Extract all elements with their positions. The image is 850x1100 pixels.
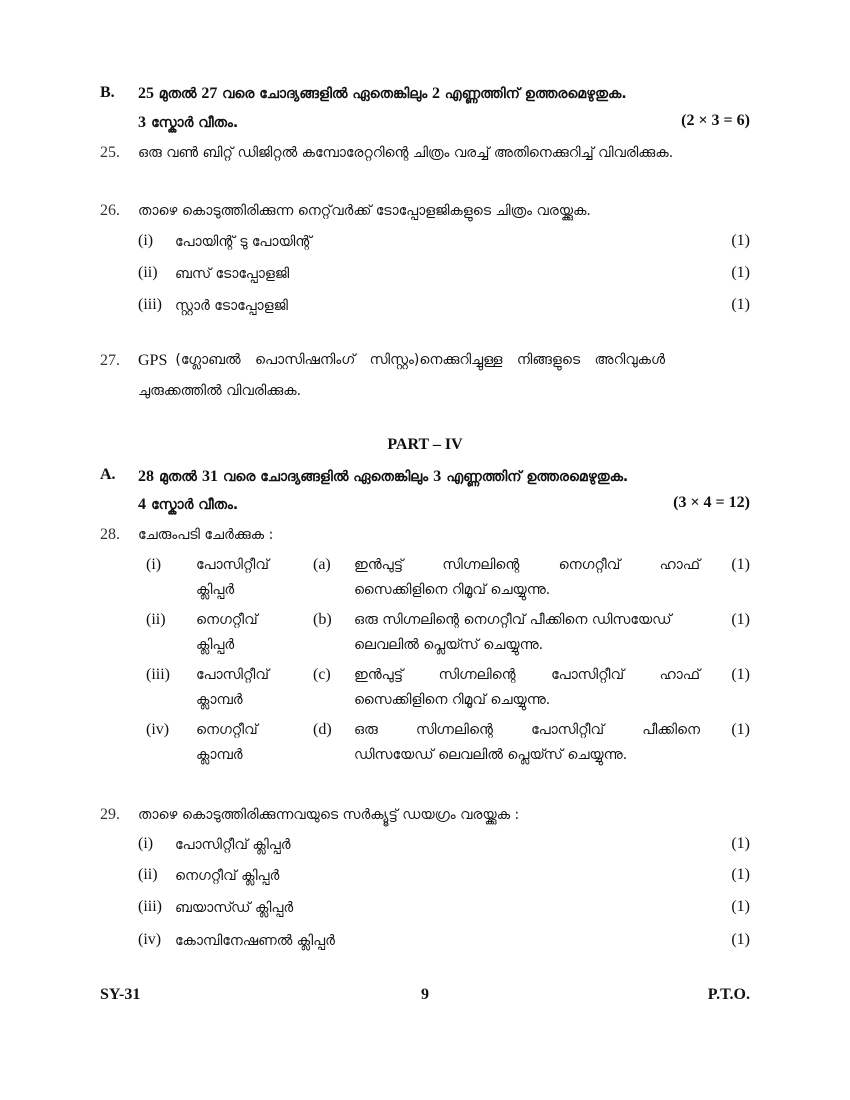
- item-number: (iii): [138, 296, 162, 313]
- match-right-line2: ഡിസയേഡ് ലെവലിൽ പ്ലെയ്സ് ചെയ്യുന്നു.: [354, 747, 628, 763]
- match-left-line1: നെഗറ്റീവ്: [196, 722, 258, 738]
- match-row-letter: (b): [313, 611, 332, 628]
- match-right-line1: ഇൻപുട്ട് സിഗ്നലിന്റെ പോസിറ്റീവ് ഹാഫ്: [354, 667, 700, 683]
- question-number: 29.: [100, 806, 120, 823]
- match-right-line2: സൈക്കിളിനെ റിമൂവ് ചെയ്യുന്നു.: [354, 582, 551, 598]
- instr-word: മുതൽ: [158, 86, 197, 102]
- score-num: 4: [138, 496, 146, 513]
- match-left-line2: ക്ലിപ്പർ: [196, 582, 235, 598]
- question-number: 25.: [100, 144, 120, 161]
- item-label: നെഗറ്റീവ് ക്ലിപ്പർ: [175, 868, 280, 884]
- instr-num-end: 31: [201, 468, 218, 485]
- item-number: (ii): [138, 866, 158, 883]
- item-label: കോമ്പിനേഷണൽ ക്ലിപ്പർ: [175, 933, 335, 949]
- section-a-score: [138, 494, 238, 514]
- item-mark: (1): [731, 264, 750, 281]
- section-a-letter: A.: [100, 466, 116, 483]
- question-text-line1: [138, 352, 750, 370]
- item-mark: (1): [731, 866, 750, 883]
- section-a-total: (3 × 4 = 12): [673, 494, 750, 511]
- score-num: 3: [138, 114, 146, 131]
- section-b-total: (2 × 3 = 6): [681, 112, 750, 129]
- match-right-line1: ഒരു സിഗ്നലിന്റെ നെഗറ്റീവ് പീക്കിനെ ഡിസയേഡ്: [354, 612, 672, 628]
- match-row-letter: (a): [313, 556, 331, 573]
- question-text: (ഗ്ലോബൽ പൊസിഷനിംഗ് സിസ്റ്റം)നെക്കുറിച്ചുള്ള നിങ്ങളുടെ അറിവുകൾ: [175, 352, 666, 368]
- item-mark: (1): [731, 835, 750, 852]
- item-mark: (1): [731, 898, 750, 915]
- section-a-instruction: [138, 466, 628, 486]
- instr-rest: വരെ ചോദ്യങ്ങളിൽ ഏതെങ്കിലും: [222, 86, 428, 102]
- instr-tail: എണ്ണത്തിന് ഉത്തരമെഴുതുക.: [446, 469, 629, 485]
- gps-label: GPS: [138, 352, 168, 369]
- item-number: (iii): [138, 898, 162, 915]
- item-mark: (1): [731, 666, 750, 683]
- section-b-instruction: [138, 84, 627, 103]
- question-text: ഒരു വൺ ബിറ്റ് ഡിജിറ്റൽ കമ്പോരേറ്ററിന്റെ ചിത്രം വരച്ച് അതിനെക്കുറിച്ച് വിവരിക്കുക.: [138, 145, 674, 161]
- instr-count: 3: [433, 468, 442, 485]
- match-right-line1: ഇൻപുട്ട് സിഗ്നലിന്റെ നെഗറ്റീവ് ഹാഫ്: [354, 557, 700, 573]
- match-row-number: (iii): [146, 666, 170, 683]
- instr-num-end: 27: [201, 85, 218, 102]
- score-text: സ്കോർ വീതം.: [151, 497, 239, 513]
- question-text: താഴെ കൊടുത്തിരിക്കുന്നവയുടെ സർക്യൂട്ട് ഡയഗ്രം വരയ്ക്കുക :: [138, 807, 520, 823]
- match-left-line2: ക്ലാമ്പർ: [196, 747, 243, 763]
- match-row-letter: (c): [313, 666, 331, 683]
- part-title: PART – IV: [387, 436, 463, 453]
- footer-code: SY-31: [100, 986, 141, 1003]
- item-mark: (1): [731, 611, 750, 628]
- question-text: താഴെ കൊടുത്തിരിക്കുന്ന നെറ്റ്‌വർക്ക് ടോപ്പോളജികളുടെ ചിത്രം വരയ്ക്കുക.: [138, 203, 591, 219]
- page-number: 9: [421, 986, 429, 1003]
- item-number: (i): [138, 232, 154, 249]
- instr-tail: എണ്ണത്തിന് ഉത്തരമെഴുതുക.: [444, 86, 627, 102]
- item-label: ബയാസ്ഡ് ക്ലിപ്പർ: [175, 900, 294, 916]
- item-mark: (1): [731, 721, 750, 738]
- match-row-letter: (d): [313, 721, 332, 738]
- item-mark: (1): [731, 296, 750, 313]
- match-left-line1: പോസിറ്റീവ്: [196, 667, 269, 683]
- match-row-number: (ii): [146, 611, 166, 628]
- match-left-line1: നെഗറ്റീവ്: [196, 612, 258, 628]
- item-mark: (1): [731, 931, 750, 948]
- section-b-letter: B.: [100, 84, 115, 101]
- item-label: സ്റ്റാർ ടോപ്പോളജി: [175, 298, 288, 314]
- match-left-line1: പോസിറ്റീവ്: [196, 557, 269, 573]
- instr-num-start: 25: [138, 85, 154, 102]
- question-text: ചേരുംപടി ചേർക്കുക :: [138, 527, 274, 543]
- question-number: 27.: [100, 352, 120, 369]
- item-mark: (1): [731, 556, 750, 573]
- item-number: (i): [138, 835, 154, 852]
- match-row-number: (iv): [146, 721, 170, 738]
- match-left-line2: ക്ലിപ്പർ: [196, 637, 235, 653]
- item-mark: (1): [731, 232, 750, 249]
- match-right-line1: ഒരു സിഗ്നലിന്റെ പോസിറ്റീവ് പീക്കിനെ: [354, 722, 700, 738]
- match-left-line2: ക്ലാമ്പർ: [196, 692, 243, 708]
- question-text-line2: ചുരുക്കത്തിൽ വിവരിക്കുക.: [138, 383, 302, 399]
- match-right-line2: സൈക്കിളിനെ റിമൂവ് ചെയ്യുന്നു.: [354, 692, 551, 708]
- instr-num-start: 28: [138, 468, 154, 485]
- item-number: (iv): [138, 931, 162, 948]
- instr-word: മുതൽ: [159, 469, 197, 485]
- match-row-number: (i): [146, 556, 162, 573]
- item-label: ബസ് ടോപ്പോളജി: [175, 266, 290, 282]
- item-number: (ii): [138, 264, 158, 281]
- instr-count: 2: [431, 85, 440, 102]
- footer-pto: P.T.O.: [707, 986, 750, 1003]
- question-number: 28.: [100, 526, 120, 543]
- instr-rest: വരെ ചോദ്യങ്ങളിൽ ഏതെങ്കിലും: [223, 469, 429, 485]
- section-b-score: [138, 112, 238, 132]
- item-label: പോസിറ്റീവ് ക്ലിപ്പർ: [175, 837, 291, 853]
- question-number: 26.: [100, 202, 120, 219]
- item-label: പോയിന്റ് ടു പോയിന്റ്: [175, 234, 312, 250]
- match-right-line2: ലെവലിൽ പ്ലെയ്സ് ചെയ്യുന്നു.: [354, 637, 544, 653]
- score-text: സ്കോർ വീതം.: [151, 115, 239, 131]
